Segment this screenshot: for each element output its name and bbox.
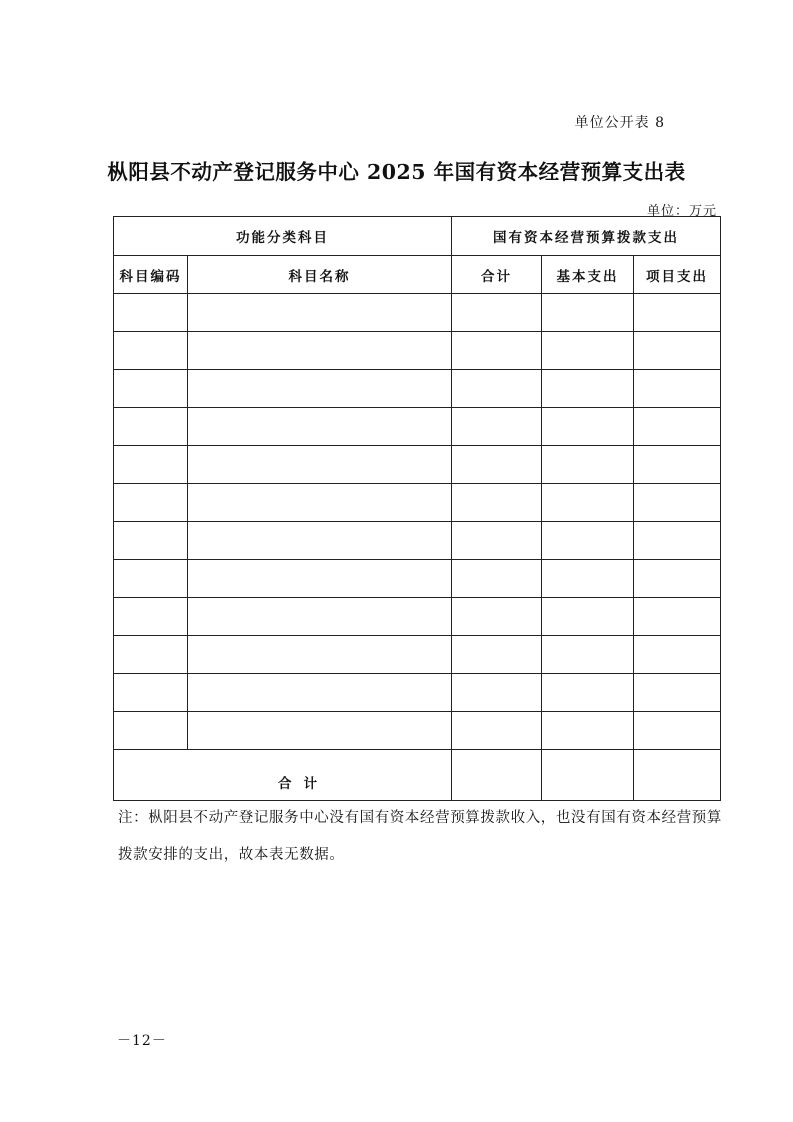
table-cell-name	[188, 560, 452, 598]
total-cell-total	[452, 750, 542, 801]
table-cell-basic	[542, 712, 634, 750]
table-cell-name	[188, 484, 452, 522]
table-cell-basic	[542, 408, 634, 446]
table-cell-code	[114, 332, 188, 370]
table-cell-basic	[542, 598, 634, 636]
table-row	[114, 408, 721, 446]
unit-label: 单位：万元	[646, 204, 717, 219]
table-cell-name	[188, 408, 452, 446]
table-row	[114, 294, 721, 332]
table-cell-name	[188, 522, 452, 560]
table-cell-project	[634, 636, 721, 674]
table-cell-code	[114, 294, 188, 332]
table-cell-project	[634, 408, 721, 446]
total-row	[114, 750, 721, 801]
table-cell-basic	[542, 674, 634, 712]
total-cell-project	[634, 750, 721, 801]
table-cell-total	[452, 484, 542, 522]
table-cell-project	[634, 370, 721, 408]
column-header-total: 合计	[452, 256, 542, 294]
page-title: 枞阳县不动产登记服务中心 2025 年国有资本经营预算支出表	[107, 160, 686, 184]
table-cell-code	[114, 446, 188, 484]
table-cell-project	[634, 446, 721, 484]
table-row	[114, 522, 721, 560]
group-header-row	[114, 217, 721, 256]
table-cell-basic	[542, 636, 634, 674]
table-cell-code	[114, 522, 188, 560]
table-cell-name	[188, 294, 452, 332]
table-body	[114, 294, 721, 801]
table-cell-project	[634, 674, 721, 712]
table-row	[114, 446, 721, 484]
table-row	[114, 674, 721, 712]
table-cell-total	[452, 446, 542, 484]
table-cell-project	[634, 294, 721, 332]
table-row	[114, 712, 721, 750]
table-row	[114, 636, 721, 674]
table-row	[114, 370, 721, 408]
table-cell-project	[634, 598, 721, 636]
table-cell-name	[188, 370, 452, 408]
table-cell-basic	[542, 522, 634, 560]
table-cell-total	[452, 598, 542, 636]
column-header-name: 科目名称	[188, 256, 452, 294]
table-cell-code	[114, 712, 188, 750]
table-cell-basic	[542, 370, 634, 408]
table-cell-total	[452, 674, 542, 712]
column-header-basic: 基本支出	[542, 256, 634, 294]
total-label: 合计	[114, 750, 452, 801]
table-cell-name	[188, 598, 452, 636]
table-cell-total	[452, 408, 542, 446]
table-row	[114, 332, 721, 370]
column-header-code: 科目编码	[114, 256, 188, 294]
table-cell-name	[188, 446, 452, 484]
table-cell-name	[188, 712, 452, 750]
footnote: 注：枞阳县不动产登记服务中心没有国有资本经营预算拨款收入，也没有国有资本经营预算拨款安排的支出，故本表无数据。	[118, 810, 722, 863]
table-cell-project	[634, 332, 721, 370]
table-cell-name	[188, 332, 452, 370]
column-header-row	[114, 256, 721, 294]
table-cell-code	[114, 370, 188, 408]
table-cell-code	[114, 408, 188, 446]
table-cell-project	[634, 484, 721, 522]
table-cell-basic	[542, 484, 634, 522]
table-cell-code	[114, 674, 188, 712]
table-cell-basic	[542, 294, 634, 332]
table-cell-code	[114, 484, 188, 522]
table-cell-total	[452, 294, 542, 332]
budget-table	[113, 216, 721, 801]
table-row	[114, 598, 721, 636]
table-cell-total	[452, 636, 542, 674]
table-cell-total	[452, 332, 542, 370]
table-cell-total	[452, 560, 542, 598]
table-cell-code	[114, 598, 188, 636]
table-cell-code	[114, 636, 188, 674]
table-cell-project	[634, 712, 721, 750]
table-cell-total	[452, 522, 542, 560]
table-cell-total	[452, 370, 542, 408]
table-cell-basic	[542, 332, 634, 370]
group-header-allocation: 国有资本经营预算拨款支出	[452, 217, 721, 256]
table-cell-basic	[542, 560, 634, 598]
table-row	[114, 484, 721, 522]
total-cell-basic	[542, 750, 634, 801]
table-cell-total	[452, 712, 542, 750]
page-number: －12－	[117, 1033, 167, 1049]
table-cell-name	[188, 636, 452, 674]
table-cell-code	[114, 560, 188, 598]
table-cell-project	[634, 560, 721, 598]
table-cell-name	[188, 674, 452, 712]
group-header-function: 功能分类科目	[114, 217, 452, 256]
table-number: 单位公开表 8	[574, 115, 665, 131]
table-row	[114, 560, 721, 598]
table-cell-project	[634, 522, 721, 560]
column-header-project: 项目支出	[634, 256, 721, 294]
table-cell-basic	[542, 446, 634, 484]
